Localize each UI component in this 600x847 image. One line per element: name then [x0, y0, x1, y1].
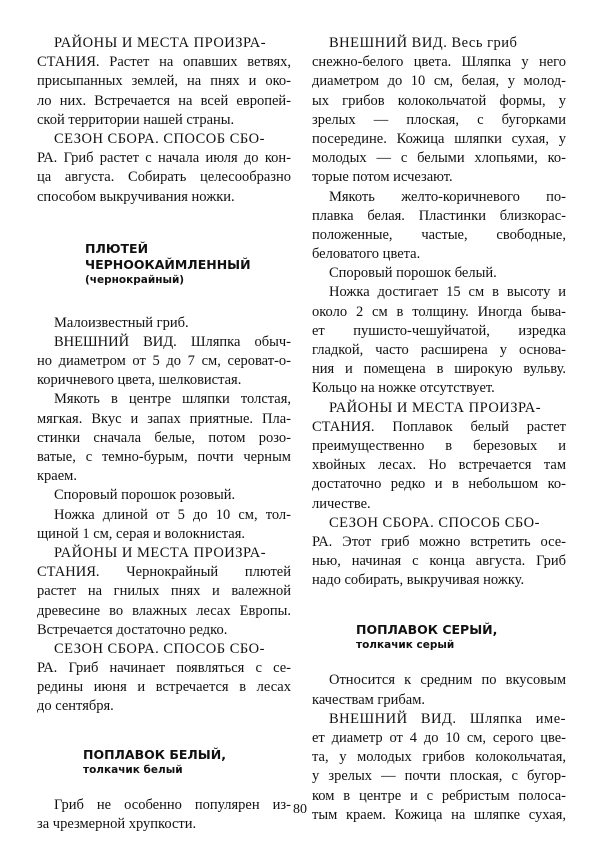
text-line: зрелых — плоская, с бугорками	[312, 111, 566, 128]
text-line: Ножка достигает 15 см в высоту и	[329, 284, 566, 301]
text-line: беловатого цвета.	[312, 246, 421, 263]
text-line: мягкая. Вкус и запах приятные. Пла-	[37, 410, 291, 427]
text-line: ской территории нашей страны.	[37, 111, 235, 128]
text-line: ния и помещена в широкую вульву.	[312, 361, 566, 378]
text-line: Встречается достаточно редко.	[37, 621, 228, 638]
text-line: гладкой, часто расширена у основа-	[312, 342, 566, 358]
text-line: РА. Гриб начинает появляться с се-	[37, 660, 291, 677]
text-line: ватые, с темно-бурым, почти черным	[37, 449, 291, 465]
text-line: Споровый порошок белый.	[329, 265, 497, 282]
heading-subtitle: толкачик белый	[83, 763, 183, 776]
text-line: но диаметром от 5 до 7 см, сероват-о-	[37, 353, 291, 370]
text-line: щиной 1 см, серая и волокнистая.	[37, 525, 246, 542]
text-line: присыпанных землей, на пнях и око-	[37, 73, 291, 90]
text-line: молодых — с белыми хлопьями, ко-	[312, 150, 566, 167]
text-line: Кольцо на ножке отсутствует.	[312, 380, 495, 397]
text-line: краем.	[37, 468, 77, 485]
text-line: РАЙОНЫ И МЕСТА ПРОИЗРА-	[329, 399, 542, 416]
text-line: та, у молодых грибов колокольчатая,	[312, 749, 566, 766]
text-line: Гриб не особенно популярен из-	[54, 796, 291, 813]
heading-title: ПОПЛАВОК БЕЛЫЙ,	[83, 746, 226, 762]
text-line: около 2 см в толщину. Иногда быва-	[312, 303, 566, 320]
text-line: Ножка длиной от 5 до 10 см, тол-	[54, 506, 291, 523]
heading-subtitle: толкачик серый	[356, 639, 455, 652]
page-number: 80	[293, 802, 307, 817]
text-line: за чрезмерной хрупкости.	[37, 815, 197, 832]
text-line: тым краем. Кожица на шляпке сухая,	[312, 806, 566, 823]
text-line: СТАНИЯ. Растет на опавших ветвях,	[37, 54, 291, 71]
text-line: СЕЗОН СБОРА. СПОСОБ СБО-	[54, 640, 265, 657]
heading-title: ЧЕРНООКАЙМЛЕННЫЙ	[85, 256, 251, 272]
text-line: РА. Этот гриб можно встретить осе-	[312, 533, 566, 550]
text-line: РАЙОНЫ И МЕСТА ПРОИЗРА-	[54, 544, 267, 561]
text-line: ВНЕШНИЙ ВИД. Шляпка име-	[329, 710, 566, 727]
text-line: хвойных лесах. Но встречается там	[312, 457, 566, 474]
text-line: ых грибов колокольчатой формы, у	[312, 92, 566, 109]
text-line: снежно-белого цвета. Шляпка у него	[312, 54, 566, 71]
text-line: до сентября.	[37, 698, 114, 715]
text-line: положенные, частые, свободные,	[312, 226, 566, 243]
text-line: преимущественно в березовых и	[312, 437, 566, 454]
text-line: Малоизвестный гриб.	[54, 314, 189, 331]
text-line: нью, начиная с конца августа. Гриб	[312, 553, 566, 570]
text-line: Мякоть желто-коричневого по-	[329, 188, 566, 205]
text-line: посередине. Кожица шляпки сухая, у	[312, 130, 566, 147]
text-line: РАЙОНЫ И МЕСТА ПРОИЗРА-	[54, 35, 267, 51]
text-line: надо собирать, выкручивая ножку.	[312, 572, 525, 589]
text-line: ло них. Встречается на всей европей-	[37, 92, 291, 109]
text-line: Споровый порошок розовый.	[54, 487, 236, 504]
heading-subtitle: (чернокрайный)	[85, 273, 185, 286]
text-line: торые потом исчезают.	[312, 169, 453, 186]
text-line: ет пушисто-чешуйчатой, изредка	[312, 322, 566, 339]
text-line: коричневого цвета, шелковистая.	[37, 372, 242, 389]
text-line: способом выкручивания ножки.	[37, 188, 235, 205]
text-line: диаметром до 10 см, белая, у молод-	[312, 73, 566, 90]
right-column	[312, 34, 566, 825]
heading-title: ПОПЛАВОК СЕРЫЙ,	[356, 622, 498, 638]
text-line: ВНЕШНИЙ ВИД. Весь гриб	[329, 35, 518, 51]
section-heading	[37, 241, 291, 288]
left-column	[37, 34, 291, 834]
section-heading	[37, 747, 291, 778]
text-line: СЕЗОН СБОРА. СПОСОБ СБО-	[329, 514, 540, 531]
text-line: СТАНИЯ. Поплавок белый растет	[312, 418, 566, 435]
text-line: ком в центре и с ребристым полоса-	[312, 787, 566, 804]
text-line: у зрелых — почти плоская, с бугор-	[312, 768, 566, 785]
text-line: ВНЕШНИЙ ВИД. Шляпка обыч-	[54, 333, 291, 350]
text-line: Относится к средним по вкусовым	[329, 672, 566, 689]
text-line: ет диаметр от 4 до 10 см, серого цве-	[312, 730, 566, 746]
text-line: достаточно редко и в небольшом ко-	[312, 476, 566, 493]
text-line: качествам грибам.	[312, 691, 426, 708]
text-line: древесине во влажных лесах Европы.	[37, 602, 291, 619]
text-line: плавка белая. Пластинки близкорас-	[312, 207, 566, 224]
text-line: личестве.	[312, 495, 371, 512]
heading-title: ПЛЮТЕЙ	[85, 240, 149, 256]
text-line: редины июня и встречается в лесах	[37, 679, 291, 696]
text-line: ца августа. Собирать целесообразно	[37, 169, 291, 186]
text-line: стинки сначала белые, потом розо-	[37, 429, 291, 446]
section-heading	[312, 622, 566, 653]
text-line: РА. Гриб растет с начала июля до кон-	[37, 150, 291, 167]
text-line: СЕЗОН СБОРА. СПОСОБ СБО-	[54, 130, 265, 147]
text-line: растет на гнилых пнях и валежной	[37, 583, 291, 600]
text-line: Мякоть в центре шляпки толстая,	[54, 391, 291, 408]
text-line: СТАНИЯ. Чернокрайный плютей	[37, 564, 291, 581]
